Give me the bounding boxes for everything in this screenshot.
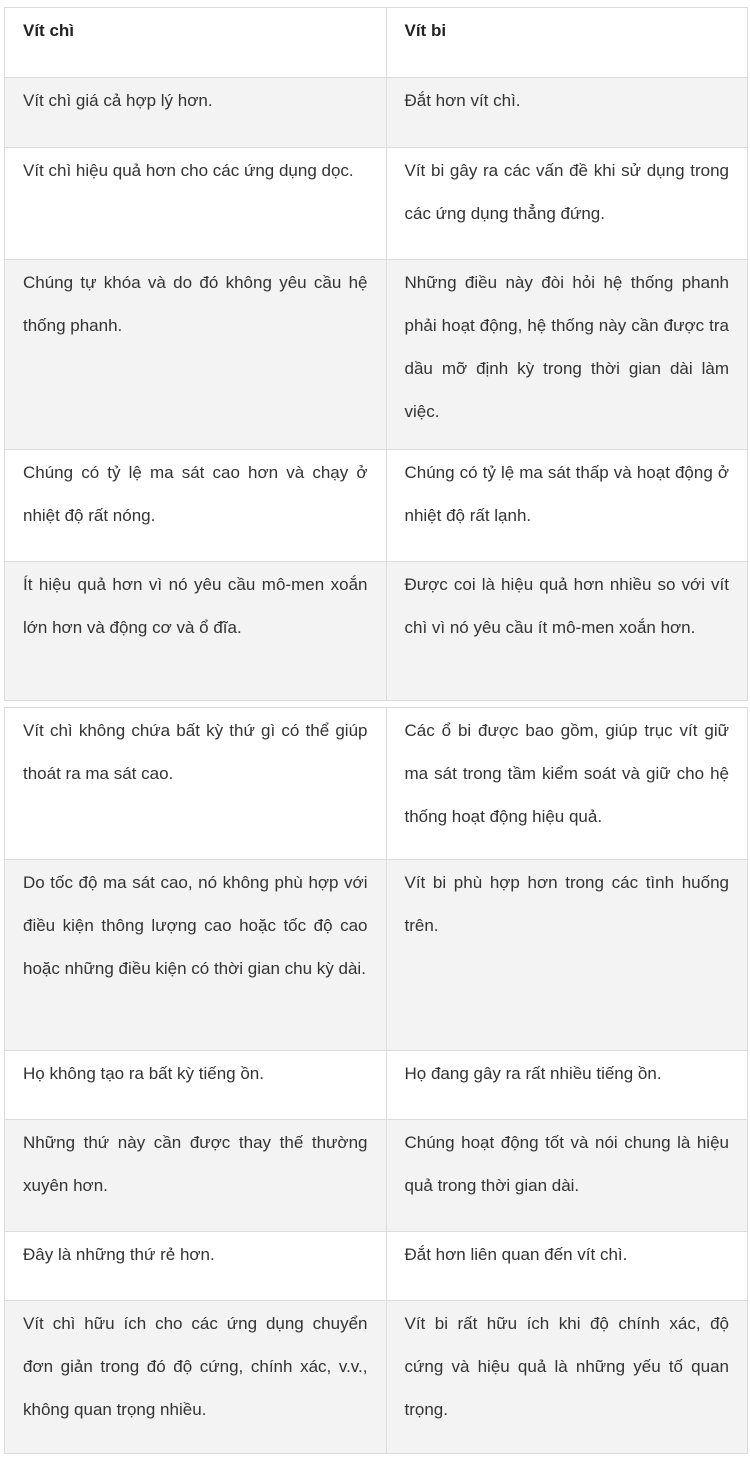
comparison-table-top — [4, 7, 748, 701]
lead-screw-cell: Do tốc độ ma sát cao, nó không phù hợp với điều kiện thông lượng cao hoặc tốc độ cao hoặc những điều kiện có thời gian chu kỳ dài. — [5, 860, 387, 1051]
ball-screw-cell: Vít bi gây ra các vấn đề khi sử dụng trong các ứng dụng thẳng đứng. — [386, 148, 748, 260]
table-row — [5, 450, 748, 562]
lead-screw-cell: Chúng tự khóa và do đó không yêu cầu hệ thống phanh. — [5, 260, 387, 450]
lead-screw-cell: Vít chì hiệu quả hơn cho các ứng dụng dọc. — [5, 148, 387, 260]
ball-screw-cell: Chúng có tỷ lệ ma sát thấp và hoạt động ở nhiệt độ rất lạnh. — [386, 450, 748, 562]
table-row — [5, 1232, 748, 1301]
ball-screw-cell: Những điều này đòi hỏi hệ thống phanh phải hoạt động, hệ thống này cần được tra dầu mỡ định kỳ trong thời gian dài làm việc. — [386, 260, 748, 450]
lead-screw-cell: Vít chì không chứa bất kỳ thứ gì có thể giúp thoát ra ma sát cao. — [5, 708, 387, 860]
ball-screw-cell: Đắt hơn liên quan đến vít chì. — [386, 1232, 748, 1301]
table-header-row — [5, 8, 748, 78]
ball-screw-cell: Các ổ bi được bao gồm, giúp trục vít giữ ma sát trong tầm kiểm soát và giữ cho hệ thống hoạt động hiệu quả. — [386, 708, 748, 860]
table-row — [5, 708, 748, 860]
ball-screw-cell: Họ đang gây ra rất nhiều tiếng ồn. — [386, 1051, 748, 1120]
lead-screw-cell: Vít chì giá cả hợp lý hơn. — [5, 78, 387, 148]
ball-screw-cell: Vít bi phù hợp hơn trong các tình huống trên. — [386, 860, 748, 1051]
header-ball-screw: Vít bi — [386, 8, 748, 78]
comparison-table-bottom — [4, 707, 748, 1454]
table-row — [5, 148, 748, 260]
table-row — [5, 562, 748, 701]
table-row — [5, 1301, 748, 1454]
ball-screw-cell: Được coi là hiệu quả hơn nhiều so với vít chì vì nó yêu cầu ít mô-men xoắn hơn. — [386, 562, 748, 701]
table-row — [5, 1120, 748, 1232]
ball-screw-cell: Chúng hoạt động tốt và nói chung là hiệu quả trong thời gian dài. — [386, 1120, 748, 1232]
table-row — [5, 78, 748, 148]
lead-screw-cell: Họ không tạo ra bất kỳ tiếng ồn. — [5, 1051, 387, 1120]
header-lead-screw: Vít chì — [5, 8, 387, 78]
ball-screw-cell: Vít bi rất hữu ích khi độ chính xác, độ cứng và hiệu quả là những yếu tố quan trọng. — [386, 1301, 748, 1454]
table-row — [5, 860, 748, 1051]
lead-screw-cell: Chúng có tỷ lệ ma sát cao hơn và chạy ở nhiệt độ rất nóng. — [5, 450, 387, 562]
lead-screw-cell: Những thứ này cần được thay thế thường xuyên hơn. — [5, 1120, 387, 1232]
lead-screw-cell: Vít chì hữu ích cho các ứng dụng chuyển đơn giản trong đó độ cứng, chính xác, v.v., không quan trọng nhiều. — [5, 1301, 387, 1454]
lead-screw-cell: Đây là những thứ rẻ hơn. — [5, 1232, 387, 1301]
lead-screw-cell: Ít hiệu quả hơn vì nó yêu cầu mô-men xoắn lớn hơn và động cơ và ổ đĩa. — [5, 562, 387, 701]
table-row — [5, 260, 748, 450]
table-row — [5, 1051, 748, 1120]
ball-screw-cell: Đắt hơn vít chì. — [386, 78, 748, 148]
